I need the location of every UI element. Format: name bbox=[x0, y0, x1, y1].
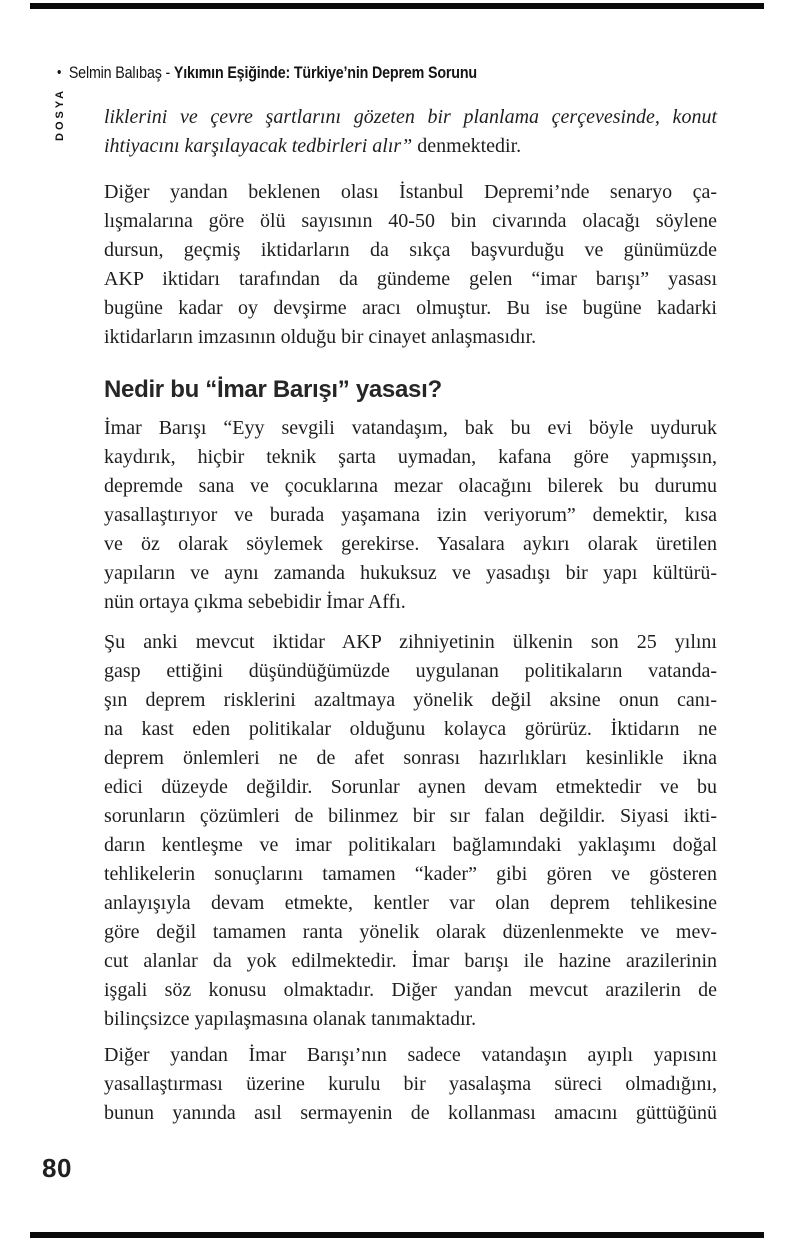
text-line: tehlikelerin sonuçlarını tamamen “kader” gibi gören ve gösteren bbox=[104, 863, 717, 885]
text-line: göre değil tamamen ranta yönelik olarak düzenlenmekte ve mev- bbox=[104, 921, 717, 943]
page-number: 80 bbox=[42, 1153, 72, 1183]
text-line: depremde sana ve çocuklarına mezar olacağını bilerek bu durumu bbox=[104, 475, 717, 497]
paragraph bbox=[104, 628, 717, 1034]
text-line: işgali söz konusu olmaktadır. Diğer yandan mevcut arazilerin de bbox=[104, 979, 717, 1001]
text-line: yapıların ve aynı zamanda hukuksuz ve yasadışı bir yapı kültürü- bbox=[104, 562, 717, 584]
paragraph bbox=[104, 1041, 717, 1128]
header-book-title: Yıkımın Eşiğinde: Türkiye’nin Deprem Sorunu bbox=[173, 63, 477, 82]
paragraph bbox=[104, 178, 717, 352]
text-line: Diğer yandan İmar Barışı’nın sadece vatandaşın ayıplı yapısını bbox=[104, 1044, 717, 1066]
text-line: yasallaştırıyor ve burada yaşamana izin veriyorum” demektir, kısa bbox=[104, 504, 717, 526]
quote-roman-text: denmektedir. bbox=[412, 135, 522, 157]
header-author: Selmin Balıbaş - bbox=[68, 63, 174, 82]
text-line: bugüne kadar oy devşirme aracı olmuştur. Bu ise bugüne kadarki bbox=[104, 297, 717, 319]
text-column bbox=[104, 0, 717, 1128]
text-line: ve öz olarak söylemek gerekirse. Yasalara aykırı olarak üretilen bbox=[104, 533, 717, 555]
bullet-icon: • bbox=[57, 64, 62, 81]
text-line: bunun yanında asıl sermayenin de kollanması amacını güttüğünü bbox=[104, 1102, 717, 1124]
text-line: nün ortaya çıkma sebebidir İmar Affı. bbox=[104, 591, 406, 613]
text-line: yasallaştırması üzerine kurulu bir yasalaşma süreci olmadığını, bbox=[104, 1073, 717, 1095]
text-line: Şu anki mevcut iktidar AKP zihniyetinin ülkenin son 25 yılını bbox=[104, 631, 717, 653]
text-line: deprem önlemleri ne de afet sonrası hazırlıkları kesinlikle ikna bbox=[104, 747, 717, 769]
sidebar-section-label: DOSYA bbox=[54, 87, 66, 141]
paragraph-quote-continuation bbox=[104, 103, 717, 161]
text-line: edici düzeyde değildir. Sorunlar aynen devam etmektedir ve bu bbox=[104, 776, 717, 798]
text-line: dursun, geçmiş iktidarların da sıkça başvurduğu ve günümüzde bbox=[104, 239, 717, 261]
text-line: AKP iktidarı tarafından da gündeme gelen “imar barışı” yasası bbox=[104, 268, 717, 290]
text-line: darın kentleşme ve imar politikaları bağlamındaki yaklaşımı doğal bbox=[104, 834, 717, 856]
text-line bbox=[104, 132, 717, 161]
text-line: lışmalarına göre ölü sayısının 40-50 bin civarında olacağı söylene bbox=[104, 210, 717, 232]
text-line: sorunların çözümleri de bilinmez bir sır falan değildir. Siyasi ikti- bbox=[104, 805, 717, 827]
text-line: anlayışıyla devam etmekte, kentler var olan deprem tehlikesine bbox=[104, 892, 717, 914]
text-line: kaydırık, hiçbir teknik şarta uymadan, kafana göre yapmışsın, bbox=[104, 446, 717, 468]
text-line: na kast eden politikalar olduğunu kolayca görürüz. İktidarın ne bbox=[104, 718, 717, 740]
text-line: bilinçsizce yapılaşmasına olanak tanımaktadır. bbox=[104, 1008, 477, 1030]
bottom-rule-bar bbox=[30, 1232, 764, 1238]
section-heading: Nedir bu “İmar Barışı” yasası? bbox=[104, 376, 442, 403]
text-line: cut alanlar da yok edilmektedir. İmar barışı ile hazine arazilerinin bbox=[104, 950, 717, 972]
text-line: gasp ettiğini düşündüğümüzde uygulanan politikaların vatanda- bbox=[104, 660, 717, 682]
text-line: iktidarların imzasının olduğu bir cinayet anlaşmasıdır. bbox=[104, 326, 537, 348]
paragraph bbox=[104, 414, 717, 617]
quote-italic-text: ihtiyacını karşılayacak tedbirleri alır” bbox=[104, 135, 413, 157]
text-line: liklerini ve çevre şartlarını gözeten bir planlama çerçevesinde, konut bbox=[104, 106, 717, 128]
text-line: şın deprem risklerini azaltmaya yönelik değil aksine onun canı- bbox=[104, 689, 717, 711]
text-line: İmar Barışı “Eyy sevgili vatandaşım, bak bu evi böyle uyduruk bbox=[104, 417, 717, 439]
text-line: Diğer yandan beklenen olası İstanbul Depremi’nde senaryo ça- bbox=[104, 181, 717, 203]
